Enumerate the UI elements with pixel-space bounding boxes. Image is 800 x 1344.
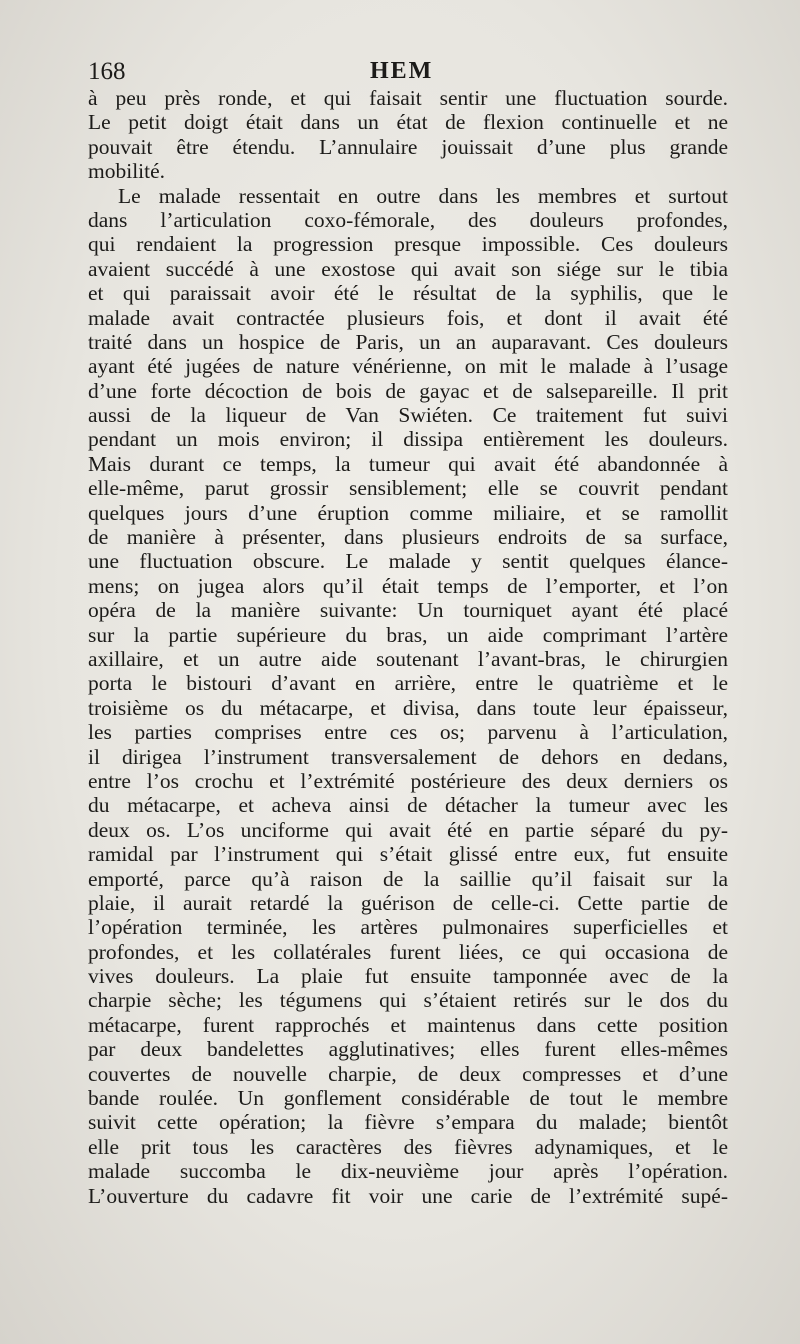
text-line: l’opération terminée, les artères pulmonaires superficielles et (88, 915, 728, 940)
text-line: de manière à présenter, dans plusieurs endroits de sa surface, (88, 525, 728, 550)
text-line: suivit cette opération; la fièvre s’empara du malade; bientôt (88, 1110, 728, 1135)
text-line: bande roulée. Un gonflement considérable de tout le membre (88, 1086, 728, 1111)
text-line: mobilité. (88, 159, 166, 184)
text-line: deux os. L’os unciforme qui avait été en partie séparé du py- (88, 817, 728, 842)
text-line: et qui paraissait avoir été le résultat de la syphilis, que le (88, 281, 728, 306)
text-line: traité dans un hospice de Paris, un an auparavant. Ces douleurs (88, 329, 728, 354)
text-line: quelques jours d’une éruption comme miliaire, et se ramollit (88, 500, 728, 525)
running-head (88, 58, 728, 88)
text-line: axillaire, et un autre aide soutenant l’avant-bras, le chirurgien (88, 646, 728, 671)
text-line: ayant été jugées de nature vénérienne, on mit le malade à l’usage (88, 354, 728, 379)
text-line: une fluctuation obscure. Le malade y sentit quelques élance- (88, 549, 728, 574)
text-line: à peu près ronde, et qui faisait sentir une fluctuation sourde. (88, 86, 728, 110)
text-line: malade succomba le dix-neuvième jour après l’opération. (88, 1159, 728, 1184)
text-line: L’ouverture du cadavre fit voir une carie de l’extrémité supé- (88, 1183, 728, 1208)
running-title: HEM (370, 58, 434, 84)
text-line: charpie sèche; les tégumens qui s’étaient retirés sur le dos du (88, 988, 728, 1013)
text-line: couvertes de nouvelle charpie, de deux compresses et d’une (88, 1061, 728, 1086)
text-line: emporté, parce qu’à raison de la saillie qu’il faisait sur la (88, 866, 728, 891)
text-line: métacarpe, furent rapprochés et maintenus dans cette position (88, 1012, 728, 1037)
text-line: qui rendaient la progression presque impossible. Ces douleurs (88, 232, 728, 257)
text-line: Le petit doigt était dans un état de flexion continuelle et ne (88, 110, 728, 135)
text-line: Le malade ressentait en outre dans les membres et surtout (118, 183, 728, 208)
text-line: pendant un mois environ; il dissipa entièrement les douleurs. (88, 427, 728, 452)
text-line: mens; on jugea alors qu’il était temps de l’emporter, et l’on (88, 573, 728, 598)
text-line: les parties comprises entre ces os; parvenu à l’articulation, (88, 720, 728, 745)
text-line: avaient succédé à une exostose qui avait son siége sur le tibia (88, 256, 728, 281)
text-line: dans l’articulation coxo-fémorale, des douleurs profondes, (88, 207, 728, 232)
text-line: entre l’os crochu et l’extrémité postérieure des deux derniers os (88, 768, 728, 793)
text-line: vives douleurs. La plaie fut ensuite tamponnée avec de la (88, 964, 728, 989)
text-line: il dirigea l’instrument transversalement de dehors en dedans, (88, 744, 728, 769)
text-line: elle prit tous les caractères des fièvres adynamiques, et le (88, 1134, 728, 1159)
text-line: sur la partie supérieure du bras, un aide comprimant l’artère (88, 622, 728, 647)
text-line: malade avait contractée plusieurs fois, et dont il avait été (88, 305, 728, 330)
text-line: opéra de la manière suivante: Un tourniquet ayant été placé (88, 598, 728, 623)
text-line: plaie, il aurait retardé la guérison de celle-ci. Cette partie de (88, 890, 728, 915)
text-line: du métacarpe, et acheva ainsi de détacher la tumeur avec les (88, 793, 728, 818)
text-line: troisième os du métacarpe, et divisa, dans toute leur épaisseur, (88, 695, 728, 720)
body-text (88, 86, 728, 1208)
page-number: 168 (88, 58, 126, 85)
text-line: elle-même, parut grossir sensiblement; elle se couvrit pendant (88, 476, 728, 501)
text-line: d’une forte décoction de bois de gayac et de salsepareille. Il prit (88, 378, 728, 403)
text-line: par deux bandelettes agglutinatives; elles furent elles-mêmes (88, 1037, 728, 1062)
text-line: Mais durant ce temps, la tumeur qui avait été abandonnée à (88, 451, 728, 476)
text-line: pouvait être étendu. L’annulaire jouissait d’une plus grande (88, 134, 728, 159)
text-line: aussi de la liqueur de Van Swiéten. Ce traitement fut suivi (88, 403, 728, 428)
text-line: ramidal par l’instrument qui s’était glissé entre eux, fut ensuite (88, 842, 728, 867)
text-line: porta le bistouri d’avant en arrière, entre le quatrième et le (88, 671, 728, 696)
text-line: profondes, et les collatérales furent liées, ce qui occasiona de (88, 939, 728, 964)
